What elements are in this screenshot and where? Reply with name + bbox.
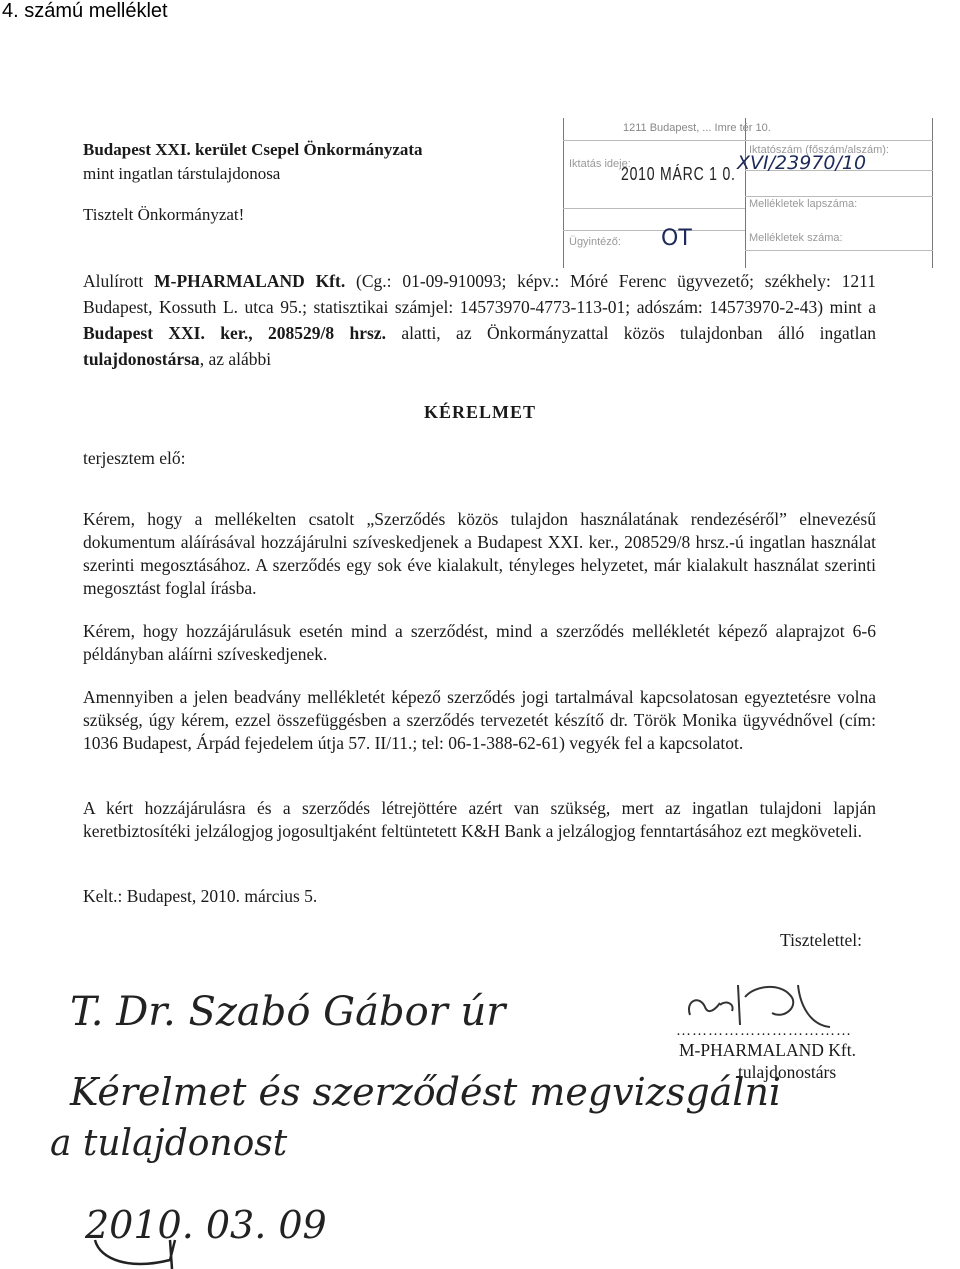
intro-paragraph: Alulírott M-PHARMALAND Kft. (Cg.: 01-09-910093; képv.: Móré Ferenc ügyvezető; székhely: 1211 Budapest, Kossuth L. utca 95.; statisztikai számjel: 14573970-4773-113-01; adószám: 14573970-2-43) mint a Budapest XXI. ker., 208529/8 hrsz. alatti, az Önkormányzattal közös tulajdonban álló ingatlan tulajdonostársa, az alábbi: [83, 271, 877, 369]
district: Budapest XXI. ker.: [83, 323, 249, 343]
addressee-capacity: mint ingatlan társtulajdonosa: [83, 164, 281, 183]
handwritten-date: 2010. 03. 09: [85, 1203, 327, 1247]
role-text: tulajdonostársa: [83, 349, 200, 369]
handwritten-line-3: a tulajdonost: [50, 1123, 288, 1164]
registration-stamp: [563, 118, 933, 268]
handwritten-line-2: Kérelmet és szerződést megvizsgálni: [70, 1070, 782, 1114]
stamp-registration-number: XVI/23970/10: [737, 152, 867, 174]
addressee-block: [83, 138, 423, 186]
submit-label: terjesztem elő:: [83, 448, 186, 468]
addressee-name: Budapest XXI. kerület Csepel Önkormányzata: [83, 140, 423, 159]
stamp-label-clerk: Ügyintéző:: [569, 236, 621, 248]
stamp-date: 2010 MÁRC 1 0.: [621, 164, 736, 184]
paragraph-1: Kérem, hogy a mellékelten csatolt „Szerződés közös tulajdon használatának rendezéséről” elnevezésű dokumentum aláírásával hozzájárulni szíveskedjenek a Budapest XXI. ker., 208529/8 hrsz.-ú ingatlan használat szerinti megosztásához. A szerződés egy sok éve kialakult, tényleges helyzetet, már kialakult használat szerinti megosztást foglal írásba.: [83, 509, 876, 598]
stamp-label-date: Iktatás ideje:: [569, 158, 631, 170]
closing: Tisztelettel:: [780, 930, 862, 950]
signature-line: ……………………………: [676, 1023, 852, 1039]
handwritten-note: [0, 940, 960, 1269]
handwritten-line-1: T. Dr. Szabó Gábor úr: [70, 989, 506, 1035]
company-name: M-PHARMALAND Kft.: [154, 271, 346, 291]
stamp-label-regnum: Iktatószám (főszám/alszám):: [749, 144, 889, 156]
stamp-mark: OT: [661, 226, 692, 251]
signatory-role: tulajdonostárs: [738, 1062, 837, 1082]
page-header-title: 4. számú melléklet: [2, 0, 168, 22]
stamp-address: 1211 Budapest, ... Imre tér 10.: [623, 122, 771, 134]
stamp-label-attachments: Mellékletek száma:: [749, 232, 843, 244]
lot-number: 208529/8 hrsz.: [268, 323, 386, 343]
dated-line: Kelt.: Budapest, 2010. március 5.: [83, 886, 318, 906]
paragraph-4: A kért hozzájárulásra és a szerződés létrejöttére azért van szükség, mert az ingatlan tulajdoni lapján keretbiztosítéki jelzálogjog jogosultjaként feltüntetett K&H Bank a jelzálogjog fenntartásához ezt megköveteli.: [83, 798, 876, 841]
paragraph-2: Kérem, hogy hozzájárulásuk esetén mind a szerződést, mind a szerződés mellékletét képező alaprajzot 6-6 példányban aláírni szíveskedjenek.: [83, 621, 876, 664]
request-title: KÉRELMET: [423, 402, 537, 422]
stamp-label-pages: Mellékletek lapszáma:: [749, 198, 858, 210]
signatory-company: M-PHARMALAND Kft.: [679, 1040, 856, 1060]
greeting: Tisztelt Önkormányzat!: [83, 205, 245, 224]
paragraph-3: Amennyiben a jelen beadvány mellékletét képező szerződés jogi tartalmával kapcsolatosan egyeztetésre volna szükség, úgy kérem, ezzel összefüggésben a szerződés tervezetét készítő dr. Török Monika ügyvédnővel (cím: 1036 Budapest, Árpád fejedelem útja 57. II/11.; tel: 06-1-388-62-61) vegyék fel a kapcsolatot.: [83, 687, 876, 753]
